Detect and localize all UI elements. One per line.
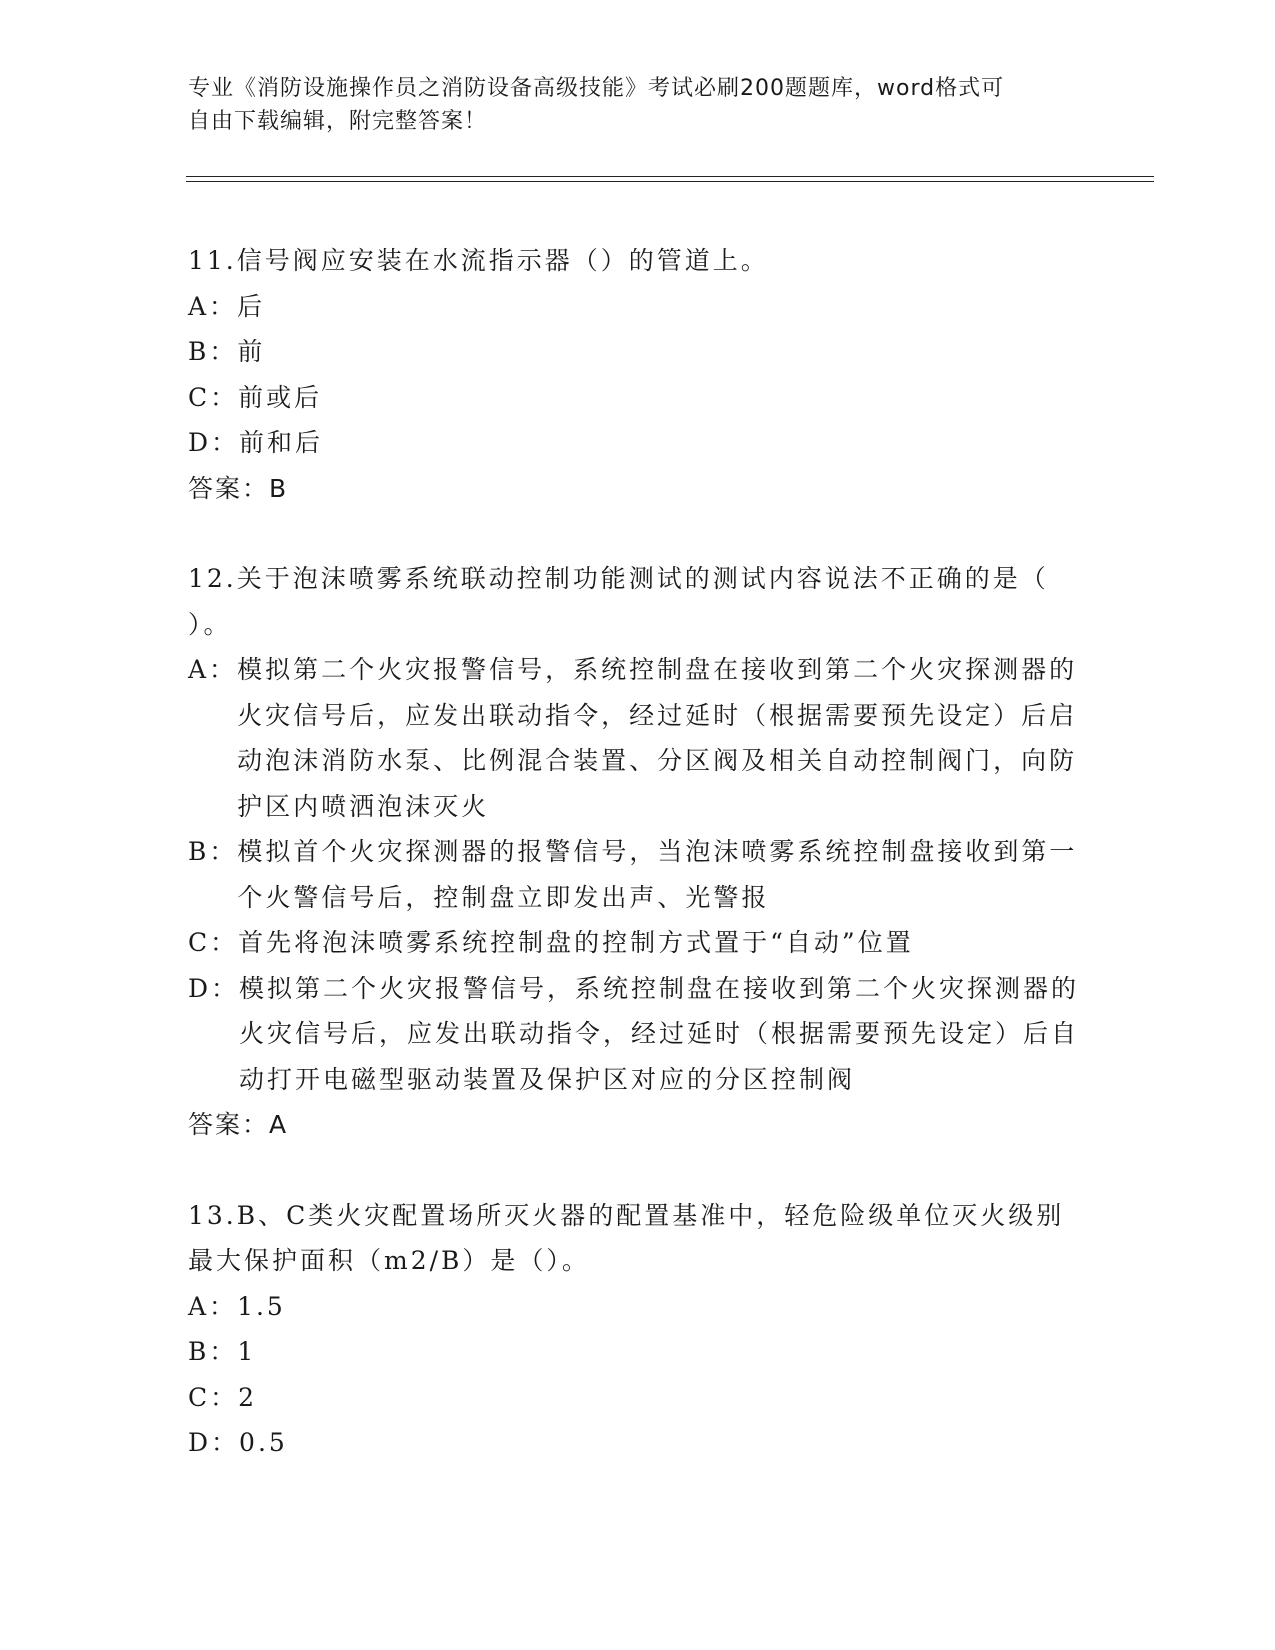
option-text: 模拟首个火灾探测器的报警信号，当泡沫喷雾系统控制盘接收到第一个火警信号后，控制盘立即发出声、光警报 [237, 837, 1078, 912]
option-a [188, 284, 1088, 330]
header-divider-bottom [186, 181, 1154, 182]
option-text: 前 [237, 337, 266, 366]
option-text: 1 [237, 1337, 257, 1366]
option-b [188, 1329, 1088, 1375]
header-line-2: 自由下载编辑，附完整答案！ [188, 109, 488, 134]
question-11 [188, 238, 1088, 511]
option-letter: B： [188, 1337, 238, 1366]
option-a [188, 647, 1088, 829]
option-text: 模拟第二个火灾报警信号，系统控制盘在接收到第二个火灾探测器的火灾信号后，应发出联动指令，经过延时（根据需要预先设定）后自动打开电磁型驱动装置及保护区对应的分区控制阀 [239, 973, 1080, 1094]
question-stem: 12.关于泡沫喷雾系统联动控制功能测试的测试内容说法不正确的是（ [188, 564, 1049, 593]
option-b [188, 829, 1088, 920]
option-text: 后 [237, 291, 266, 321]
option-text: 首先将泡沫喷雾系统控制盘的控制方式置于“自动”位置 [238, 928, 914, 957]
option-letter: A： [188, 291, 238, 321]
option-text: 前或后 [238, 382, 323, 412]
option-letter: D： [188, 428, 240, 457]
option-letter: B： [188, 837, 238, 866]
option-letter: C： [188, 1382, 239, 1412]
option-letter: B： [188, 337, 238, 366]
option-d [188, 1420, 1088, 1466]
answer-line: 答案：B [188, 473, 289, 503]
option-c [188, 375, 1088, 421]
option-letter: C： [188, 382, 239, 412]
option-letter: C： [188, 928, 239, 957]
header-line-1: 专业《消防设施操作员之消防设备高级技能》考试必刷200题题库，word格式可 [188, 76, 1005, 101]
answer-line: 答案：A [188, 1110, 289, 1139]
question-12 [188, 556, 1088, 1148]
option-d [188, 420, 1088, 466]
question-13 [188, 1193, 1088, 1466]
option-text: 1.5 [237, 1291, 286, 1321]
option-c [188, 920, 1088, 966]
option-letter: D： [188, 973, 240, 1003]
option-letter: A： [188, 1291, 238, 1321]
option-text: 2 [238, 1382, 258, 1412]
option-d [188, 966, 1088, 1103]
question-stem: 11.信号阀应安装在水流指示器（）的管道上。 [188, 246, 769, 275]
option-b [188, 329, 1088, 375]
question-stem-continued: ）。 [188, 609, 232, 639]
option-letter: D： [188, 1428, 240, 1457]
option-text: 前和后 [239, 428, 324, 457]
document-header [188, 72, 1068, 138]
option-text: 0.5 [239, 1428, 288, 1457]
option-a [188, 1284, 1088, 1330]
question-stem: 13.B、C类火灾配置场所灭火器的配置基准中，轻危险级单位灭火级别最大保护面积（m2/B）是（）。 [188, 1200, 1065, 1275]
option-c [188, 1375, 1088, 1421]
question-list [188, 238, 1088, 1511]
option-letter: A： [188, 655, 238, 684]
option-text: 模拟第二个火灾报警信号，系统控制盘在接收到第二个火灾探测器的火灾信号后，应发出联动指令，经过延时（根据需要预先设定）后启动泡沫消防水泵、比例混合装置、分区阀及相关自动控制阀门，向防护区内喷洒泡沫灭火 [237, 655, 1078, 821]
header-divider-top [186, 176, 1154, 177]
